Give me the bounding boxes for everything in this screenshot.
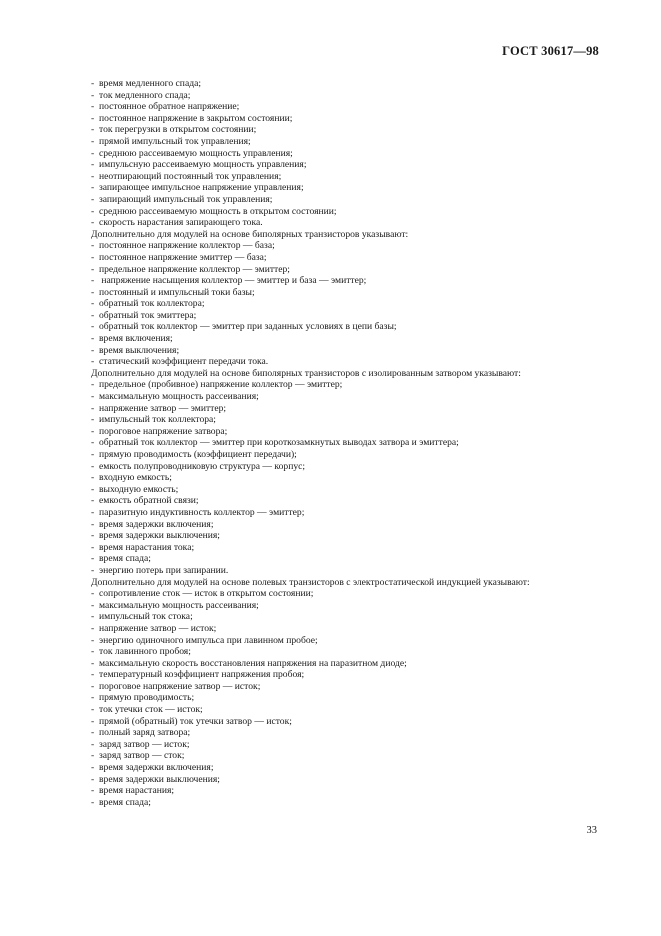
list-item: - время задержки выключения; xyxy=(91,774,611,786)
list-item: - максимальную мощность рассеивания; xyxy=(91,600,611,612)
list-item: - время медленного спада; xyxy=(91,78,611,90)
list-item: - напряжение насыщения коллектор — эмиттер и база — эмиттер; xyxy=(91,275,611,287)
list-item: - обратный ток эмиттера; xyxy=(91,310,611,322)
list-item: - прямой импульсный ток управления; xyxy=(91,136,611,148)
list-item: - постоянное напряжение коллектор — база; xyxy=(91,240,611,252)
list-item: - время нарастания тока; xyxy=(91,542,611,554)
list-item: - входную емкость; xyxy=(91,472,611,484)
list-item: - среднюю рассеиваемую мощность управления; xyxy=(91,148,611,160)
list-item: - запирающий импульсный ток управления; xyxy=(91,194,611,206)
list-item: - импульсную рассеиваемую мощность управления; xyxy=(91,159,611,171)
list-item: - предельное напряжение коллектор — эмиттер; xyxy=(91,264,611,276)
list-item: - прямой (обратный) ток утечки затвор — исток; xyxy=(91,716,611,728)
list-item: - постоянное напряжение эмиттер — база; xyxy=(91,252,611,264)
list-item: - сопротивление сток — исток в открытом состоянии; xyxy=(91,588,611,600)
list-item: - время выключения; xyxy=(91,345,611,357)
list-item: - прямую проводимость (коэффициент передачи); xyxy=(91,449,611,461)
list-item: - время задержки включения; xyxy=(91,762,611,774)
list-item: - напряжение затвор — исток; xyxy=(91,623,611,635)
list-item: - скорость нарастания запирающего тока. xyxy=(91,217,611,229)
list-item: - импульсный ток стока; xyxy=(91,611,611,623)
list-item: - статический коэффициент передачи тока. xyxy=(91,356,611,368)
list-item: - заряд затвор — исток; xyxy=(91,739,611,751)
paragraph-heading: Дополнительно для модулей на основе биполярных транзисторов с изолированным затвором указывают: xyxy=(91,367,521,379)
list-item: - время задержки выключения; xyxy=(91,530,611,542)
list-item: - энергию потерь при запирании. xyxy=(91,565,611,577)
list-item: - неотпирающий постоянный ток управления; xyxy=(91,171,611,183)
list-item: - импульсный ток коллектора; xyxy=(91,414,611,426)
list-item: - время спада; xyxy=(91,797,611,809)
list-item: - полный заряд затвора; xyxy=(91,727,611,739)
list-item: - обратный ток коллектора; xyxy=(91,298,611,310)
list-item: - энергию одиночного импульса при лавинном пробое; xyxy=(91,635,611,647)
list-item: - выходную емкость; xyxy=(91,484,611,496)
list-item: - емкость обратной связи; xyxy=(91,495,611,507)
list-item: - время включения; xyxy=(91,333,611,345)
document-header: ГОСТ 30617—98 xyxy=(502,44,599,58)
list-item: - максимальную мощность рассеивания; xyxy=(91,391,611,403)
list-item: - пороговое напряжение затвора; xyxy=(91,426,611,438)
list-item: - время нарастания; xyxy=(91,785,611,797)
document-body xyxy=(91,78,611,808)
page-number: 33 xyxy=(586,825,597,836)
list-item: - обратный ток коллектор — эмиттер при заданных условиях в цепи базы; xyxy=(91,321,611,333)
list-item: - заряд затвор — сток; xyxy=(91,750,611,762)
list-item: - предельное (пробивное) напряжение коллектор — эмиттер; xyxy=(91,379,611,391)
list-item: - температурный коэффициент напряжения пробоя; xyxy=(91,669,611,681)
list-item: - запирающее импульсное напряжение управления; xyxy=(91,182,611,194)
paragraph-heading: Дополнительно для модулей на основе полевых транзисторов с электростатической индукцией указывают: xyxy=(91,576,530,588)
list-item: - ток медленного спада; xyxy=(91,90,611,102)
list-item: - время спада; xyxy=(91,553,611,565)
list-item: - среднюю рассеиваемую мощность в открытом состоянии; xyxy=(91,206,611,218)
list-item: - ток лавинного пробоя; xyxy=(91,646,611,658)
list-item: - пороговое напряжение затвор — исток; xyxy=(91,681,611,693)
list-item: - емкость полупроводниковую структура — корпус; xyxy=(91,461,611,473)
list-item: - ток перегрузки в открытом состоянии; xyxy=(91,124,611,136)
list-item: - постоянный и импульсный токи базы; xyxy=(91,287,611,299)
list-item: - ток утечки сток — исток; xyxy=(91,704,611,716)
list-item: - время задержки включения; xyxy=(91,519,611,531)
list-item: - напряжение затвор — эмиттер; xyxy=(91,403,611,415)
list-item: - прямую проводимость; xyxy=(91,692,611,704)
list-item: - постоянное напряжение в закрытом состоянии; xyxy=(91,113,611,125)
list-item: - постоянное обратное напряжение; xyxy=(91,101,611,113)
list-item: - обратный ток коллектор — эмиттер при короткозамкнутых выводах затвора и эмиттера; xyxy=(91,437,611,449)
paragraph-heading: Дополнительно для модулей на основе биполярных транзисторов указывают: xyxy=(91,228,409,240)
list-item: - паразитную индуктивность коллектор — эмиттер; xyxy=(91,507,611,519)
list-item: - максимальную скорость восстановления напряжения на паразитном диоде; xyxy=(91,658,611,670)
